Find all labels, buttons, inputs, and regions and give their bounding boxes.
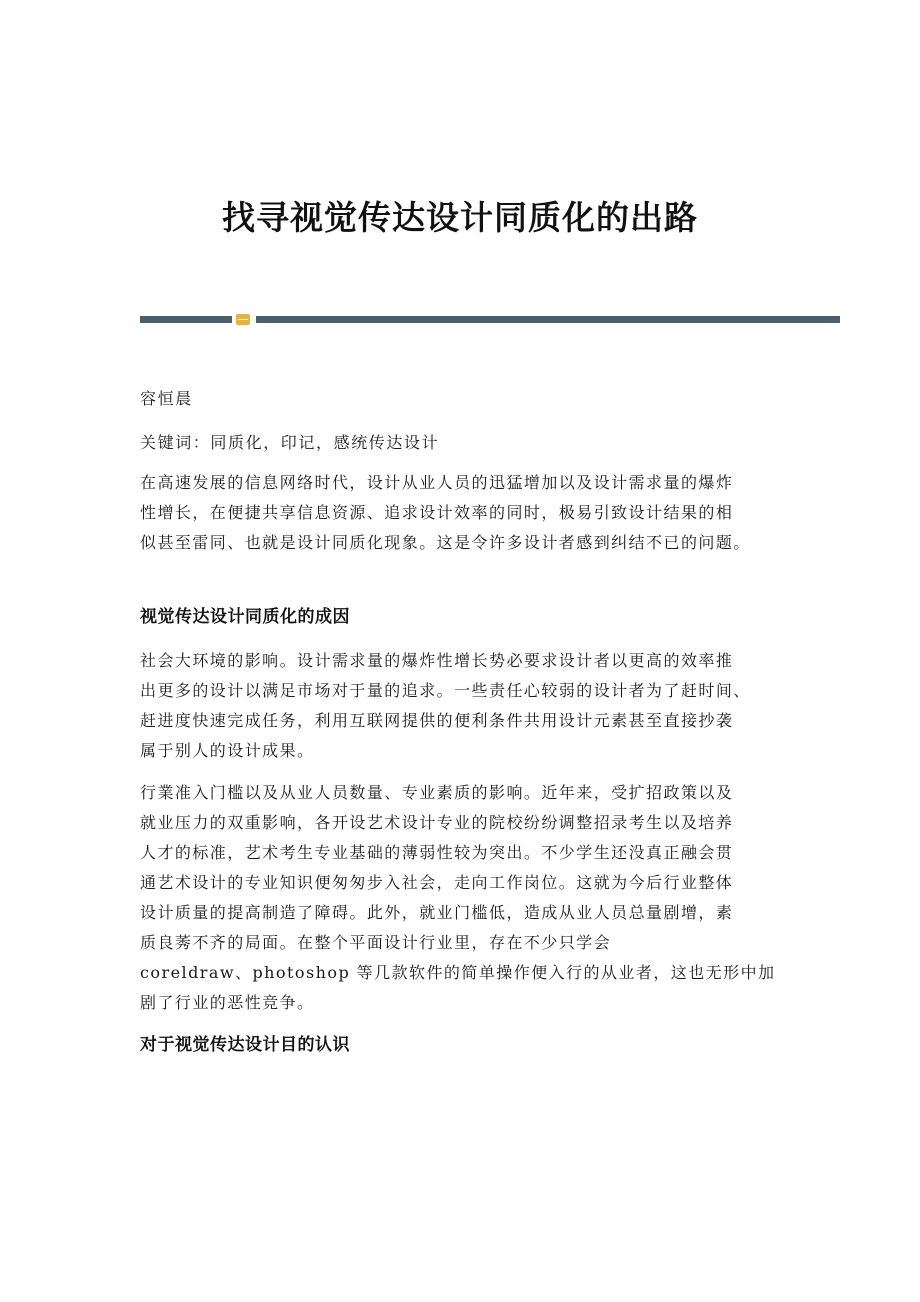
- paragraph-line: 赶进度快速完成任务，利用互联网提供的便利条件共用设计元素甚至直接抄袭: [140, 711, 734, 730]
- paragraph-line: 行業准入门槛以及从业人员数量、专业素质的影响。近年来，受扩招政策以及: [140, 783, 734, 802]
- paragraph-line: 属于别人的设计成果。: [140, 741, 315, 760]
- paragraph-line: 出更多的设计以满足市场对于量的追求。一些责任心较弱的设计者为了赶时间、: [140, 681, 751, 700]
- intro-paragraph: [140, 468, 790, 558]
- causes-paragraph-industry: [140, 778, 790, 1018]
- section-heading-purpose: 对于视觉传达设计目的认识: [140, 1035, 350, 1055]
- paragraph-line: 在高速发展的信息网络时代，设计从业人员的迅猛增加以及设计需求量的爆炸: [140, 473, 734, 492]
- paragraph-line: 质良莠不齐的局面。在整个平面设计行业里，存在不少只学会: [140, 933, 612, 952]
- paragraph-line: 设计质量的提高制造了障碍。此外，就业门槛低，造成从业人员总量剧增，素: [140, 903, 734, 922]
- divider-ornament-icon: [236, 314, 250, 325]
- paragraph-line: 人才的标准，艺术考生专业基础的薄弱性较为突出。不少学生还没真正融会贯: [140, 843, 734, 862]
- paragraph-line: 性增长，在便捷共享信息资源、追求设计效率的同时，极易引致设计结果的相: [140, 503, 734, 522]
- keywords-line: 关键词：同质化，印记，感统传达设计: [140, 433, 440, 452]
- divider-bar-left: [140, 316, 232, 323]
- causes-paragraph-social: [140, 646, 790, 766]
- document-title: 找寻视觉传达设计同质化的出路: [222, 198, 698, 237]
- paragraph-line: 似甚至雷同、也就是设计同质化现象。这是令许多设计者感到纠结不已的问题。: [140, 533, 751, 552]
- paragraph-line: 就业压力的双重影响，各开设艺术设计专业的院校纷纷调整招录考生以及培养: [140, 813, 734, 832]
- section-heading-causes: 视觉传达设计同质化的成因: [140, 607, 350, 627]
- paragraph-line: 通艺术设计的专业知识便匆匆步入社会，走向工作岗位。这就为今后行业整体: [140, 873, 734, 892]
- divider-bar-right: [256, 316, 840, 323]
- document-body: [140, 384, 790, 1074]
- title-divider: [140, 314, 840, 326]
- author-name: 容恒晨: [140, 389, 193, 408]
- paragraph-line: coreldraw、photoshop 等几款软件的简单操作便入行的从业者，这也无形中加: [140, 963, 776, 982]
- paragraph-line: 社会大环境的影响。设计需求量的爆炸性增长势必要求设计者以更高的效率推: [140, 651, 734, 670]
- paragraph-line: 剧了行业的恶性竞争。: [140, 993, 315, 1012]
